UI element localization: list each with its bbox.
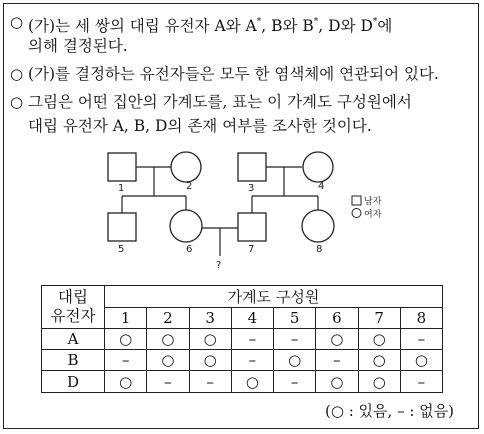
table-cell: ○ (189, 329, 231, 350)
column-header: 가계도 구성원 (105, 286, 443, 308)
member-col-6: 6 (316, 308, 358, 329)
allele-table (41, 285, 443, 393)
member-2-label: 2 (186, 181, 193, 192)
member-3-male (238, 153, 266, 181)
table-cell: ○ (189, 350, 231, 371)
member-col-4: 4 (231, 308, 273, 329)
statement-3-bullet: ○ (10, 93, 24, 111)
legend-male-icon (352, 196, 361, 205)
member-7-male (238, 213, 266, 241)
member-5-label: 5 (118, 244, 125, 255)
table-cell: ○ (231, 371, 273, 393)
member-col-5: 5 (274, 308, 316, 329)
table-cell: ○ (358, 371, 400, 393)
table-cell: – (231, 350, 273, 371)
member-4-label: 4 (318, 181, 325, 192)
legend-female-icon (352, 209, 361, 218)
member-6-female (170, 210, 202, 242)
statement-3-line-1: 그림은 어떤 집안의 가계도를, 표는 이 가계도 구성원에서 (28, 93, 412, 111)
allele-label-a: A (42, 329, 105, 350)
member-col-8: 8 (400, 308, 442, 329)
table-cell: – (231, 329, 273, 350)
member-4-female (303, 152, 333, 182)
legend-female-label: 여자 (364, 210, 382, 220)
member-8-female (302, 210, 334, 242)
member-3-label: 3 (248, 183, 255, 194)
statement-1-bullet: ○ (10, 13, 24, 31)
table-cell: ○ (400, 350, 442, 371)
allele-label-d: D (42, 371, 105, 393)
statement-1-line-2: 의해 결정된다. (28, 37, 128, 55)
member-1-label: 1 (118, 183, 125, 194)
member-5-male (108, 213, 136, 241)
table-cell: – (400, 371, 442, 393)
member-6-label: 6 (186, 244, 193, 255)
table-cell: ○ (358, 350, 400, 371)
member-col-3: 3 (189, 308, 231, 329)
unknown-child-label: ? (216, 260, 222, 271)
table-cell: ○ (105, 371, 147, 393)
table-cell: – (105, 350, 147, 371)
table-cell: ○ (147, 350, 189, 371)
legend-male-label: 남자 (364, 197, 382, 207)
table-cell: – (274, 329, 316, 350)
member-1-male (108, 153, 136, 181)
table-cell: ○ (316, 329, 358, 350)
table-footnote: (○ : 있음, – : 없음) (325, 402, 454, 420)
row-header: 대립 유전자 (42, 286, 105, 329)
member-8-label: 8 (316, 244, 323, 255)
member-7-label: 7 (248, 244, 255, 255)
table-cell: ○ (358, 329, 400, 350)
statement-3-line-2: 대립 유전자 A, B, D의 존재 여부를 조사한 것이다. (28, 117, 372, 135)
member-col-1: 1 (105, 308, 147, 329)
allele-label-b: B (42, 350, 105, 371)
table-cell: ○ (274, 350, 316, 371)
statement-2-line-1: (가)를 결정하는 유전자들은 모두 한 염색체에 연관되어 있다. (28, 65, 439, 83)
table-row-a (42, 329, 443, 350)
statement-2-bullet: ○ (10, 65, 24, 83)
table-cell: – (400, 329, 442, 350)
table-cell: – (189, 371, 231, 393)
member-col-2: 2 (147, 308, 189, 329)
table-cell: ○ (316, 371, 358, 393)
member-2-female (171, 152, 201, 182)
table-cell: ○ (147, 329, 189, 350)
table-cell: ○ (105, 329, 147, 350)
table-cell: – (274, 371, 316, 393)
member-col-7: 7 (358, 308, 400, 329)
table-row-b (42, 350, 443, 371)
table-row-d (42, 371, 443, 393)
table-cell: – (147, 371, 189, 393)
statement-1-line-1: (가)는 세 쌍의 대립 유전자 A와 A*, B와 B*, D와 D*에 (28, 17, 393, 35)
table-cell: – (316, 350, 358, 371)
